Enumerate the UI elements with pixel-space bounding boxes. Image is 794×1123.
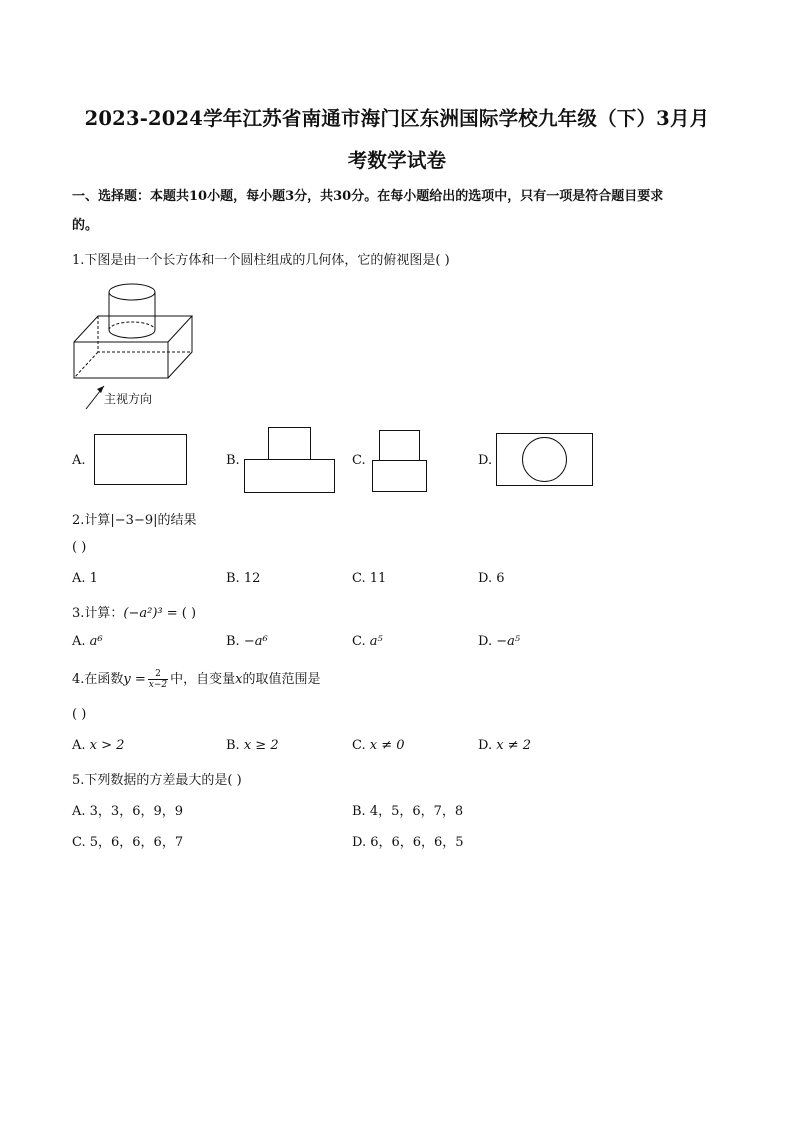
q5-option-d[interactable]: D. 6，6，6，6，5: [352, 835, 464, 850]
q2-option-b[interactable]: B. 12: [226, 571, 261, 586]
q1-option-a-figure[interactable]: [94, 434, 188, 486]
q3-option-d[interactable]: [478, 634, 520, 649]
q3-stem-prefix: 3.计算：: [72, 606, 124, 621]
q5-option-c[interactable]: C. 5，6，6，6，7: [72, 835, 184, 850]
q4-option-a-label: A.: [72, 738, 90, 753]
q3-option-b[interactable]: [226, 634, 268, 649]
q4-stem-suffix: 中，自变量: [170, 672, 236, 687]
q2-option-d[interactable]: D. 6: [478, 571, 505, 586]
q3-option-d-math: −a⁵: [496, 634, 521, 649]
box-right-face: [168, 316, 192, 378]
q1-option-c-label[interactable]: C.: [352, 453, 366, 468]
q1-option-b-figure[interactable]: [244, 427, 336, 494]
q4-option-c[interactable]: [352, 738, 405, 753]
q4-option-c-label: C.: [352, 738, 370, 753]
q4-option-d-math: x ≠ 2: [496, 738, 531, 753]
q3-option-c-label: C.: [352, 634, 370, 649]
q3-option-a[interactable]: [72, 634, 103, 649]
q4-option-a-math: x > 2: [89, 738, 125, 753]
q1-option-a-label[interactable]: A.: [72, 453, 86, 468]
q4-stem: [72, 668, 321, 690]
q3-stem: [72, 602, 196, 621]
q4-stem-tail: 的取值范围是: [242, 672, 321, 687]
paper-title-line2: 考数学试卷: [347, 149, 447, 172]
box-front-face: [74, 342, 168, 378]
q4-option-c-math: x ≠ 0: [369, 738, 405, 753]
q4-fraction: [148, 669, 168, 690]
q4-option-b[interactable]: [226, 738, 279, 753]
q4-fraction-denominator: x−2: [148, 680, 168, 690]
q3-option-b-math: −a⁶: [243, 634, 268, 649]
q4-option-b-math: x ≥ 2: [243, 738, 279, 753]
q3-stem-math: (−a²)³: [123, 606, 163, 621]
q2-paren: ( ): [72, 540, 87, 555]
q4-paren: ( ): [72, 707, 87, 722]
q2-stem: 2.计算|−3−9|的结果: [72, 513, 197, 528]
q1-option-d-label[interactable]: D.: [478, 453, 493, 468]
cylinder-top: [109, 284, 155, 300]
q1-option-b-label[interactable]: B.: [226, 453, 240, 468]
q3-option-c-math: a⁵: [369, 634, 383, 649]
q5-stem: 5.下列数据的方差最大的是( ): [72, 773, 242, 788]
q3-option-d-label: D.: [478, 634, 497, 649]
paper-title-line1: 2023-2024学年江苏省南通市海门区东洲国际学校九年级（下）3月月: [84, 107, 710, 130]
q1-figure-caption: 主视方向: [104, 392, 153, 406]
q3-option-a-math: a⁶: [89, 634, 103, 649]
q1-stem: 1.下图是由一个长方体和一个圆柱组成的几何体，它的俯视图是( ): [72, 253, 450, 268]
q4-option-d[interactable]: [478, 738, 531, 753]
q1-option-c-figure[interactable]: [372, 430, 428, 493]
q3-option-a-label: A.: [72, 634, 90, 649]
q1-option-d-figure[interactable]: [496, 433, 594, 487]
q5-option-a[interactable]: A. 3，3，6，9，9: [72, 804, 184, 819]
q5-option-b[interactable]: B. 4，5，6，7，8: [352, 804, 464, 819]
q2-option-a[interactable]: A. 1: [72, 571, 98, 586]
q4-var: x: [235, 672, 243, 687]
q4-func-lhs: y =: [123, 672, 146, 687]
section-header-line2: 的。: [72, 218, 99, 233]
q3-option-c[interactable]: [352, 634, 383, 649]
q4-fraction-numerator: 2: [148, 669, 168, 680]
q4-option-a[interactable]: [72, 738, 124, 753]
q3-option-b-label: B.: [226, 634, 244, 649]
q2-option-c[interactable]: C. 11: [352, 571, 387, 586]
q4-stem-prefix: 4.在函数: [72, 672, 124, 687]
section-header-line1: 一、选择题：本题共10小题，每小题3分，共30分。在每小题给出的选项中，只有一项是符合题目要求: [72, 189, 664, 204]
q4-option-d-label: D.: [478, 738, 497, 753]
q3-stem-suffix: = ( ): [162, 606, 197, 621]
q4-option-b-label: B.: [226, 738, 244, 753]
section-header: [72, 182, 732, 240]
